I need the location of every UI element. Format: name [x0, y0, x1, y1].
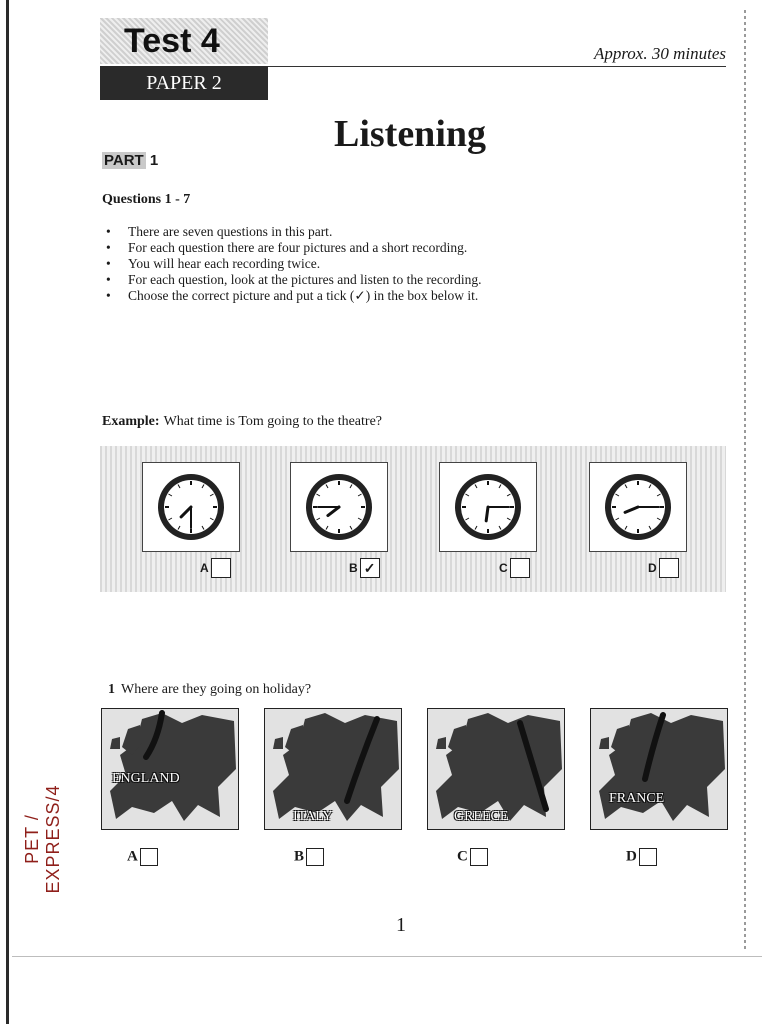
clock-picture-b [290, 462, 388, 552]
example-option-c [499, 558, 530, 578]
paper-label: PAPER 2 [100, 66, 268, 100]
instruction-item: • For each question there are four pictures and a short recording. [106, 240, 482, 256]
map-picture-d [590, 708, 728, 830]
header-rule [268, 66, 726, 67]
question-text: Where are they going on holiday? [121, 682, 312, 697]
tick-box[interactable]: ✓ [360, 558, 380, 578]
option-letter: B [349, 561, 358, 575]
answer-box[interactable] [470, 848, 488, 866]
answer-box[interactable] [306, 848, 324, 866]
question-1 [108, 682, 311, 698]
instruction-item: • There are seven questions in this part. [106, 224, 482, 240]
example-option-b [349, 558, 380, 578]
clock-icon [602, 471, 674, 543]
europe-map-icon [591, 709, 727, 829]
tick-box[interactable] [659, 558, 679, 578]
option-letter: A [127, 848, 138, 865]
instruction-item: • Choose the correct picture and put a tick (✓) in the box below it. [106, 288, 482, 304]
option-letter: D [648, 561, 657, 575]
hour-hand [486, 507, 488, 521]
part-label [102, 152, 158, 169]
map-label: GREECE [454, 809, 509, 824]
question-1-option-b [294, 848, 324, 866]
map-picture-b [264, 708, 402, 830]
question-1-option-d [626, 848, 657, 866]
map-picture-a [101, 708, 239, 830]
instruction-list [106, 224, 482, 304]
clock-icon [155, 471, 227, 543]
part-number: 1 [149, 152, 159, 169]
map-label: ENGLAND [112, 771, 180, 786]
option-letter: D [626, 848, 637, 865]
instruction-item: • For each question, look at the pictures and listen to the recording. [106, 272, 482, 288]
question-number: 1 [108, 682, 115, 697]
answer-box[interactable] [140, 848, 158, 866]
duration-text: Approx. 30 minutes [593, 44, 726, 63]
example-option-d [648, 558, 679, 578]
clock-icon [452, 471, 524, 543]
option-letter: A [200, 561, 209, 575]
clock-icon [303, 471, 375, 543]
clock-picture-d [589, 462, 687, 552]
handwritten-margin-note: PET / EXPRESS/4 [22, 784, 63, 894]
instruction-item: • You will hear each recording twice. [106, 256, 482, 272]
example-option-a [200, 558, 231, 578]
question-1-option-a [127, 848, 158, 866]
question-1-option-c [457, 848, 488, 866]
clock-picture-a [142, 462, 240, 552]
europe-map-icon [102, 709, 238, 829]
tick-box[interactable] [510, 558, 530, 578]
europe-map-icon [265, 709, 401, 829]
example-text: What time is Tom going to the theatre? [163, 414, 382, 429]
clock-picture-c [439, 462, 537, 552]
option-letter: C [457, 848, 468, 865]
example-label: Example: [102, 414, 160, 429]
map-picture-c [427, 708, 565, 830]
part-word: PART [104, 152, 144, 169]
map-label: ITALY [293, 809, 333, 824]
page-bottom-line [12, 956, 762, 957]
tick-box[interactable] [211, 558, 231, 578]
option-letter: B [294, 848, 305, 865]
questions-range: Questions 1 - 7 [102, 192, 191, 207]
answer-box[interactable] [639, 848, 657, 866]
map-label: FRANCE [609, 791, 665, 806]
option-letter: C [499, 561, 508, 575]
test-title: Test 4 [100, 18, 268, 64]
page-title: Listening [333, 113, 487, 155]
example-question [102, 414, 382, 430]
page-number: 1 [396, 914, 406, 936]
